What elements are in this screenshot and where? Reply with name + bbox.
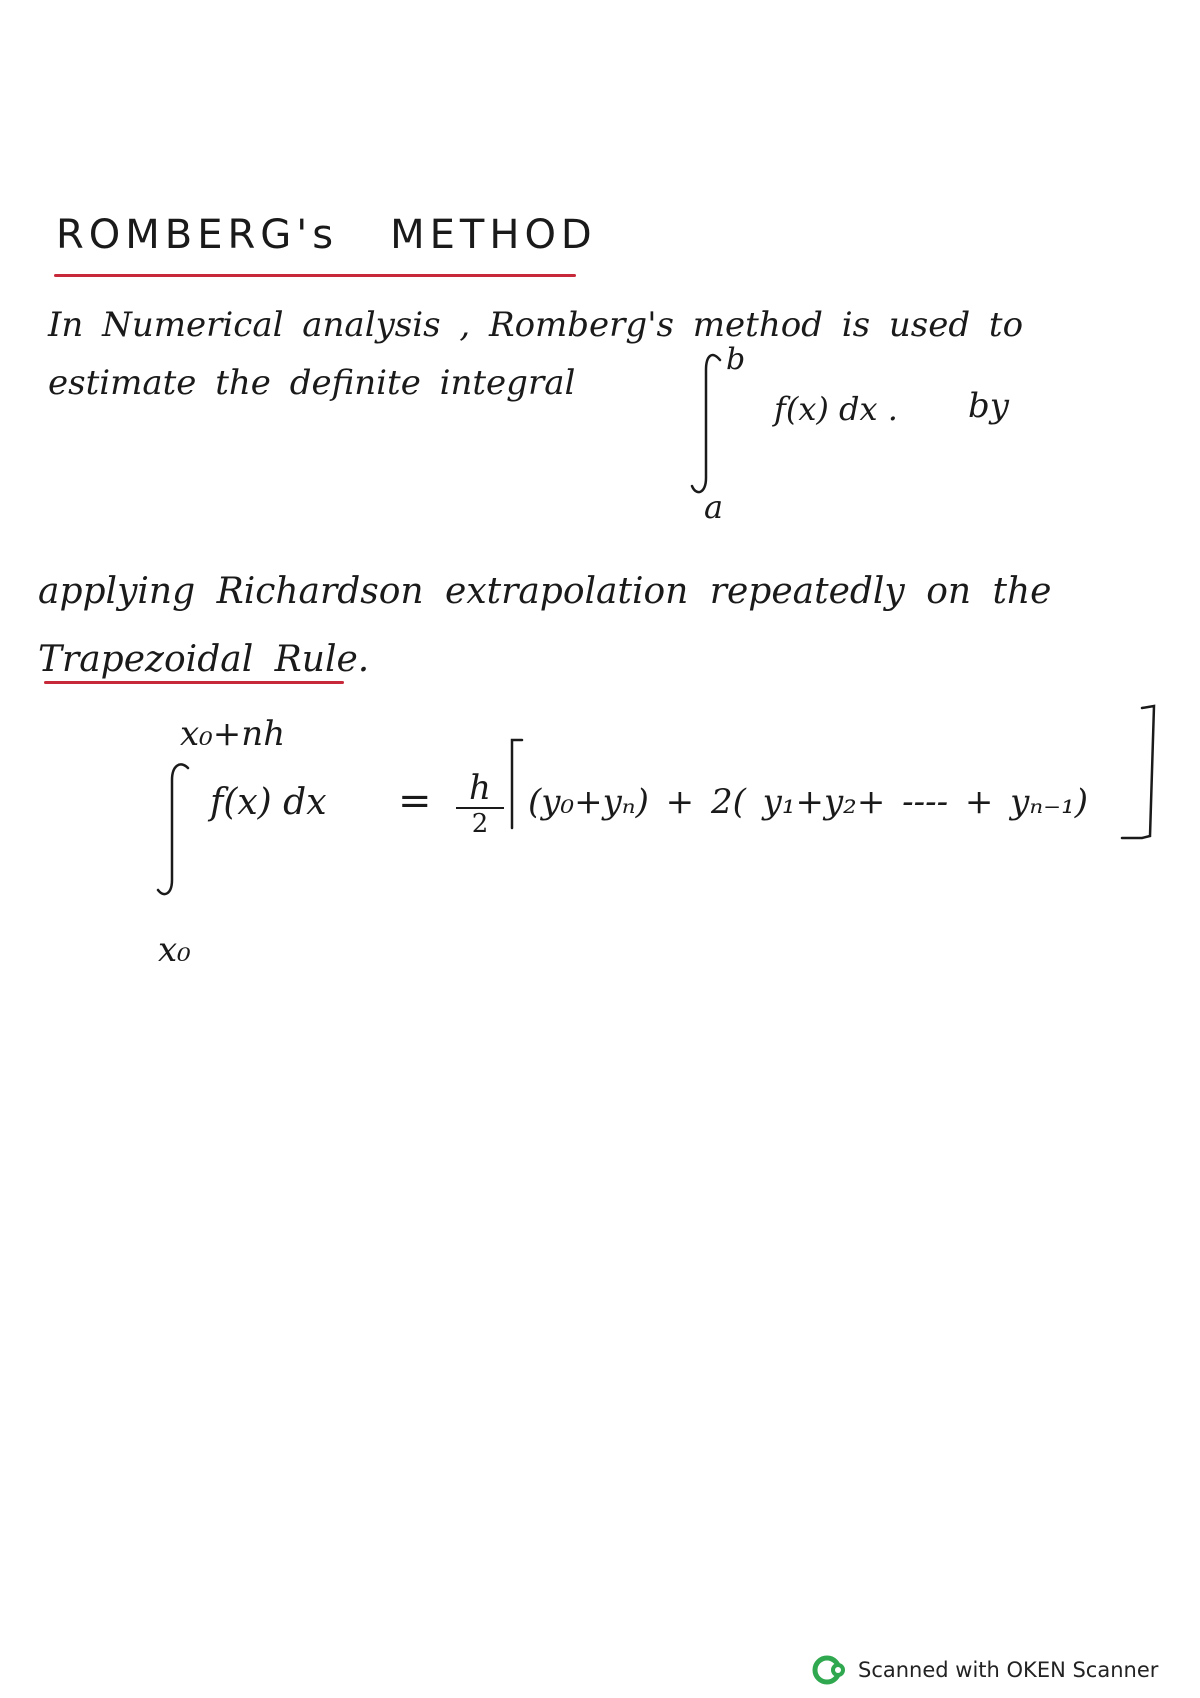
title-word-2: METHOD — [390, 212, 597, 258]
left-bracket-icon — [512, 740, 522, 828]
inline-definite-integral — [690, 342, 1009, 540]
integral-integrand: f(x) dx . — [774, 390, 898, 428]
scanner-watermark-text: Scanned with OKEN Scanner — [858, 1658, 1159, 1682]
formula-fraction — [460, 770, 500, 838]
formula-equals-sign: = — [398, 778, 432, 824]
method-line-1: applying Richardson extrapolation repeatedly on the — [38, 571, 1052, 612]
title-word-1: ROMBERG's — [56, 212, 339, 258]
scanner-watermark — [812, 1652, 1158, 1688]
intro-line-2: estimate the definite integral — [48, 363, 576, 403]
title-underline — [54, 274, 576, 277]
formula-integral-sign-icon — [158, 764, 188, 894]
integral-upper-limit: b — [726, 342, 746, 377]
fraction-numerator: h — [469, 768, 491, 808]
formula-bracket-expression: (y₀+yₙ) + 2( y₁+y₂+ ---- + yₙ₋₁) — [528, 782, 1088, 822]
method-paragraph — [38, 556, 1148, 696]
oken-scanner-logo-icon — [812, 1654, 848, 1686]
fraction-denominator: 2 — [471, 809, 489, 839]
integral-sign-icon — [690, 350, 730, 500]
integral-lower-limit: a — [704, 488, 724, 526]
formula-upper-limit: x₀+nh — [180, 714, 286, 754]
formula-strokes — [150, 700, 1180, 1000]
right-bracket-icon — [1122, 706, 1154, 838]
trapezoidal-rule-underline — [44, 681, 344, 684]
formula-lower-limit: x₀ — [158, 930, 191, 970]
integral-trailing-word: by — [968, 386, 1009, 426]
method-line-2: Trapezoidal Rule. — [38, 639, 370, 680]
formula-integrand: f(x) dx — [210, 782, 327, 823]
page-title — [56, 212, 597, 258]
intro-line-1: In Numerical analysis , Romberg's method is used to — [48, 305, 1024, 345]
trapezoidal-formula — [150, 700, 1180, 1000]
